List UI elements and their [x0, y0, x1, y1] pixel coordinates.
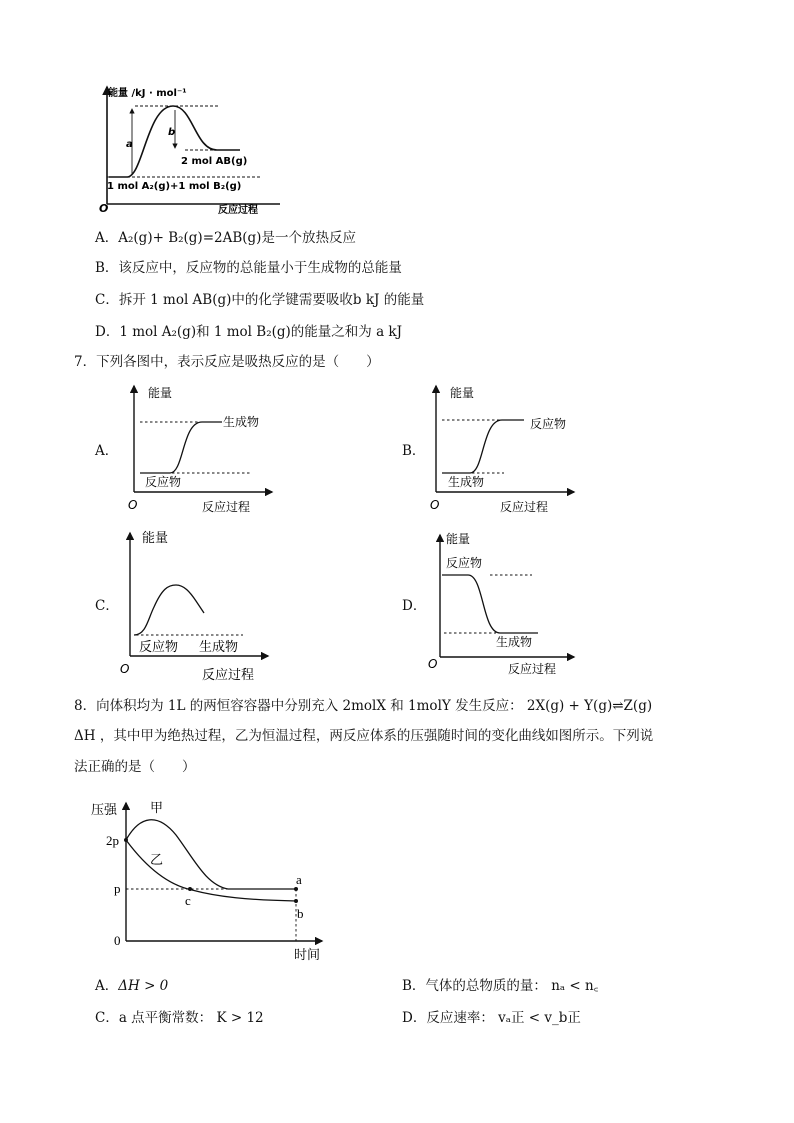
- svg-text:能量: 能量: [148, 386, 173, 400]
- q6-option-b[interactable]: B．该反应中，反应物的总能量小于生成物的总能量: [95, 260, 402, 276]
- svg-text:O: O: [128, 498, 138, 512]
- q8-stem-line2: ΔH ，其中甲为绝热过程，乙为恒温过程，两反应体系的压强随时间的变化曲线如图所示。下列说: [74, 728, 654, 744]
- svg-text:反应物: 反应物: [530, 417, 567, 431]
- q7-panel-c-diagram: [118, 527, 278, 687]
- svg-text:b: b: [297, 906, 304, 921]
- q8-option-c[interactable]: C．a 点平衡常数： K > 12: [95, 1010, 264, 1026]
- q7-panel-a-letter[interactable]: A．: [95, 443, 119, 459]
- q8-option-d[interactable]: D．反应速率： vₐ正 < v_b正: [402, 1010, 581, 1026]
- q8-option-b[interactable]: B．气体的总物质的量： nₐ < n꜀: [402, 978, 599, 994]
- svg-text:时间: 时间: [294, 948, 321, 963]
- q6-option-c[interactable]: C．拆开 1 mol AB(g)中的化学键需要吸收b kJ 的能量: [95, 292, 425, 308]
- q6-option-d[interactable]: D．1 mol A₂(g)和 1 mol B₂(g)的能量之和为 a kJ: [95, 324, 403, 340]
- svg-text:乙: 乙: [150, 853, 164, 868]
- svg-text:反应过程: 反应过程: [202, 500, 251, 514]
- q7-panel-b-letter[interactable]: B．: [402, 443, 426, 459]
- svg-text:生成物: 生成物: [223, 415, 260, 429]
- svg-text:能量: 能量: [446, 532, 471, 546]
- svg-text:p: p: [114, 881, 121, 896]
- svg-text:0: 0: [114, 933, 121, 948]
- svg-text:反应物: 反应物: [145, 475, 182, 489]
- q8-curve-yi: [126, 840, 296, 901]
- q7-stem: 7．下列各图中，表示反应是吸热反应的是（ ）: [74, 354, 380, 370]
- q8-pressure-diagram: [88, 795, 338, 965]
- svg-text:能量: 能量: [142, 531, 169, 546]
- svg-text:压强: 压强: [91, 803, 118, 818]
- q6-label-a: a: [126, 139, 133, 150]
- svg-text:反应过程: 反应过程: [202, 668, 255, 683]
- svg-text:反应物: 反应物: [139, 640, 179, 655]
- q8-stem-line1: 8．向体积均为 1L 的两恒容容器中分别充入 2molX 和 1molY 发生反应： 2X(g) + Y(g)⇌Z(g): [74, 698, 653, 714]
- q6-origin: O: [99, 202, 109, 215]
- q6-product-label: 2 mol AB(g): [181, 156, 248, 167]
- q8-stem-line3: 法正确的是（ ）: [74, 759, 196, 775]
- q6-label-b: b: [168, 127, 176, 138]
- q8-option-a[interactable]: A．ΔH > 0: [95, 978, 169, 994]
- svg-text:O: O: [428, 657, 438, 671]
- q6-x-axis-label: 反应过程: [218, 205, 258, 216]
- q7-panel-c-letter[interactable]: C．: [95, 598, 119, 614]
- svg-text:2p: 2p: [106, 833, 119, 848]
- svg-text:能量: 能量: [450, 386, 475, 400]
- svg-text:反应物: 反应物: [446, 556, 483, 570]
- svg-text:甲: 甲: [150, 801, 164, 816]
- svg-text:生成物: 生成物: [448, 475, 485, 489]
- q6-y-axis-label: 能量 /kJ · mol⁻¹: [108, 88, 187, 99]
- q7-panel-d-letter[interactable]: D．: [402, 598, 427, 614]
- q7-panel-d-diagram: [424, 527, 584, 677]
- svg-text:生成物: 生成物: [199, 640, 239, 655]
- q6-reactant-label: 1 mol A₂(g)+1 mol B₂(g): [107, 181, 242, 192]
- svg-text:c: c: [185, 893, 191, 908]
- svg-text:反应过程: 反应过程: [508, 662, 557, 676]
- svg-text:生成物: 生成物: [496, 635, 533, 649]
- svg-text:a: a: [296, 872, 302, 887]
- svg-text:O: O: [430, 498, 440, 512]
- svg-text:O: O: [120, 662, 130, 676]
- q6-energy-diagram: [95, 82, 285, 217]
- q7-panel-a-diagram: [122, 380, 282, 520]
- svg-text:反应过程: 反应过程: [500, 500, 549, 514]
- q6-option-a[interactable]: A．A₂(g)+ B₂(g)=2AB(g)是一个放热反应: [95, 230, 356, 246]
- q7-panel-b-diagram: [424, 380, 584, 520]
